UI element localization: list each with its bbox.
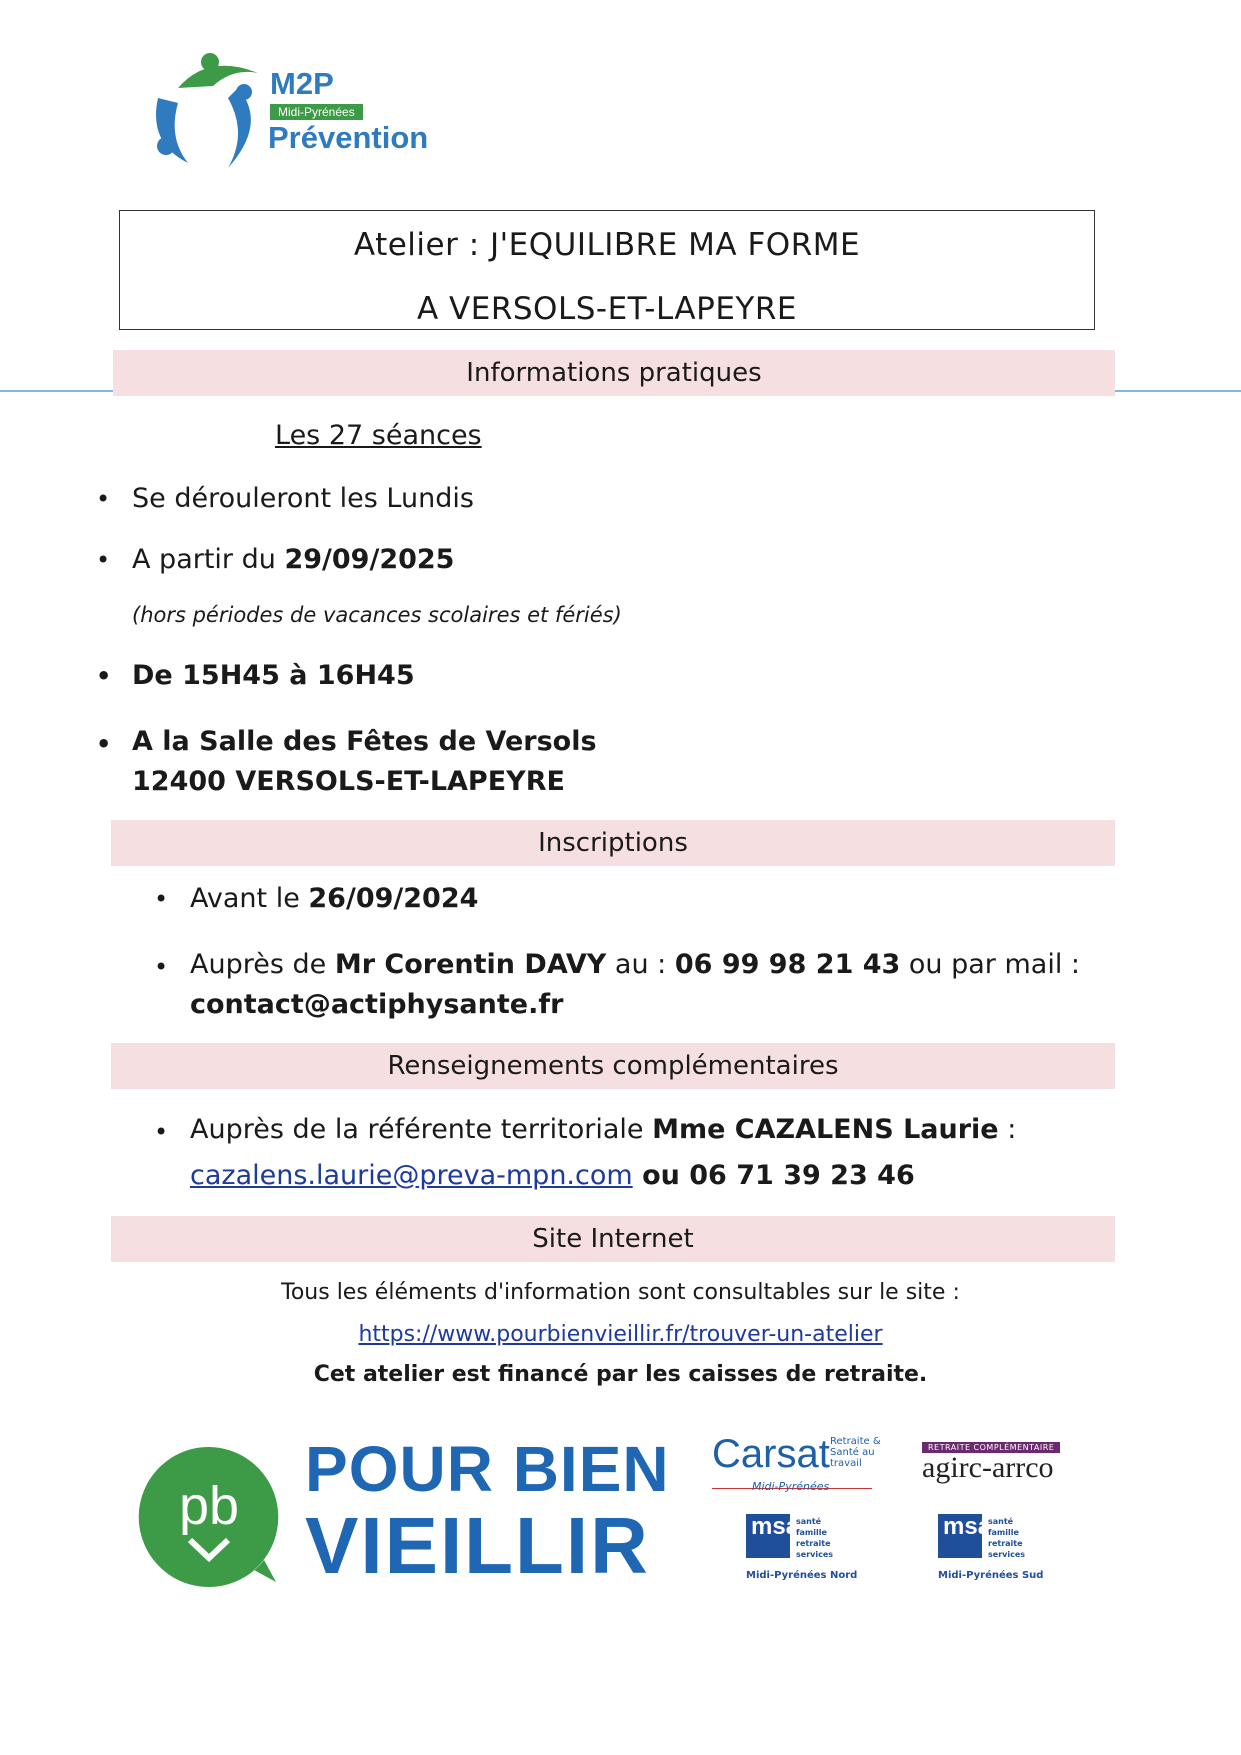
start-prefix: A partir du <box>132 544 285 575</box>
bullet-dot-icon: • <box>96 546 111 574</box>
section-heading-site: Site Internet <box>111 1216 1115 1262</box>
carsat-name: Carsat <box>712 1432 830 1476</box>
place-line-1: A la Salle des Fêtes de Versols <box>132 726 597 757</box>
pbv-logo-icon <box>134 1442 284 1592</box>
hours-text: De 15H45 à 16H45 <box>132 660 415 691</box>
bullet-place <box>96 722 597 802</box>
bullet-dot-icon: • <box>96 662 112 690</box>
carsat-tagline: Retraite & Santé au travail <box>830 1436 881 1469</box>
agirc-name: agirc-arrco <box>922 1451 1054 1484</box>
section-heading-infos: Informations pratiques <box>113 350 1115 396</box>
referent-email-link[interactable]: cazalens.laurie@preva-mpn.com <box>190 1160 633 1191</box>
holiday-note: (hors périodes de vacances scolaires et fériés) <box>132 603 622 627</box>
contact-prefix: Auprès de <box>190 949 335 980</box>
section-heading-renseignements: Renseignements complémentaires <box>111 1043 1115 1089</box>
msa-letters: msa <box>751 1513 800 1540</box>
bullet-contact <box>154 945 1081 1025</box>
referent-or: ou <box>632 1160 690 1191</box>
site-url-link[interactable]: https://www.pourbienvieillir.fr/trouver-un-atelier <box>358 1322 883 1347</box>
day-text: Se dérouleront les Lundis <box>132 483 474 514</box>
msa-words <box>796 1516 833 1560</box>
deadline-date: 26/09/2024 <box>308 883 479 914</box>
bullet-dot-icon: • <box>154 1118 169 1146</box>
referent-phone[interactable]: 06 71 39 23 46 <box>689 1160 915 1191</box>
pbv-icon-text: pb <box>178 1476 240 1536</box>
site-text: Tous les éléments d'information sont consultables sur le site : <box>281 1280 960 1305</box>
msa-word: services <box>796 1550 834 1559</box>
section-heading-inscriptions: Inscriptions <box>111 820 1115 866</box>
msa-sud-region: Midi-Pyrénées Sud <box>938 1570 1044 1581</box>
msa-nord-region: Midi-Pyrénées Nord <box>746 1570 858 1581</box>
msa-word: famille <box>796 1528 827 1537</box>
start-date: 29/09/2025 <box>284 544 455 575</box>
contact-name: Mr Corentin DAVY <box>334 949 607 980</box>
msa-word: famille <box>988 1528 1019 1537</box>
bullet-referent <box>154 1107 1017 1199</box>
msa-sud-logo <box>938 1514 1058 1581</box>
pbv-line-1: POUR BIEN <box>305 1433 670 1505</box>
logo-region: Midi-Pyrénées <box>270 104 363 120</box>
pbv-line-2: VIEILLIR <box>305 1501 650 1590</box>
referent-prefix: Auprès de la référente territoriale <box>190 1114 653 1145</box>
contact-email[interactable]: contact@actiphysante.fr <box>190 989 564 1020</box>
msa-word: services <box>988 1550 1026 1559</box>
msa-word: retraite <box>796 1539 831 1548</box>
bullet-dot-icon: • <box>154 953 169 981</box>
site-url-row <box>0 1322 1241 1347</box>
place-line-2: 12400 VERSOLS-ET-LAPEYRE <box>132 766 565 797</box>
deadline-prefix: Avant le <box>190 883 309 914</box>
referent-colon: : <box>998 1114 1017 1145</box>
bullet-dot-icon: • <box>96 485 111 513</box>
referent-name: Mme CAZALENS Laurie <box>652 1114 999 1145</box>
seances-heading: Les 27 séances <box>275 420 482 451</box>
bullet-day <box>96 483 474 514</box>
bullet-deadline <box>154 883 479 914</box>
msa-word: santé <box>988 1517 1014 1526</box>
contact-mid: au : <box>606 949 675 980</box>
bullet-dot-icon: • <box>96 730 112 758</box>
msa-mark-icon <box>938 1513 992 1558</box>
bullet-hours <box>96 660 415 691</box>
agirc-tagline: RETRAITE COMPLÉMENTAIRE <box>922 1442 1060 1453</box>
bullet-start <box>96 544 455 575</box>
logo-subtitle: Prévention <box>268 120 429 155</box>
agirc-arrco-logo <box>922 1442 1060 1485</box>
title-box <box>119 210 1095 330</box>
title-line-1: Atelier : J'EQUILIBRE MA FORME <box>353 227 861 263</box>
funding-text: Cet atelier est financé par les caisses de retraite. <box>313 1362 928 1387</box>
contact-suffix: ou par mail : <box>900 949 1081 980</box>
msa-letters: msa <box>943 1513 992 1540</box>
carsat-logo <box>712 1432 881 1493</box>
title-line-2: A VERSOLS-ET-LAPEYRE <box>416 291 797 327</box>
logo-name: M2P <box>270 66 334 101</box>
msa-words <box>988 1516 1025 1560</box>
carsat-region: Midi-Pyrénées <box>752 1480 830 1493</box>
msa-mark-icon <box>746 1513 800 1558</box>
msa-word: retraite <box>988 1539 1023 1548</box>
bullet-dot-icon: • <box>154 885 169 913</box>
msa-nord-logo <box>746 1514 866 1581</box>
msa-word: santé <box>796 1517 822 1526</box>
contact-phone[interactable]: 06 99 98 21 43 <box>674 949 901 980</box>
